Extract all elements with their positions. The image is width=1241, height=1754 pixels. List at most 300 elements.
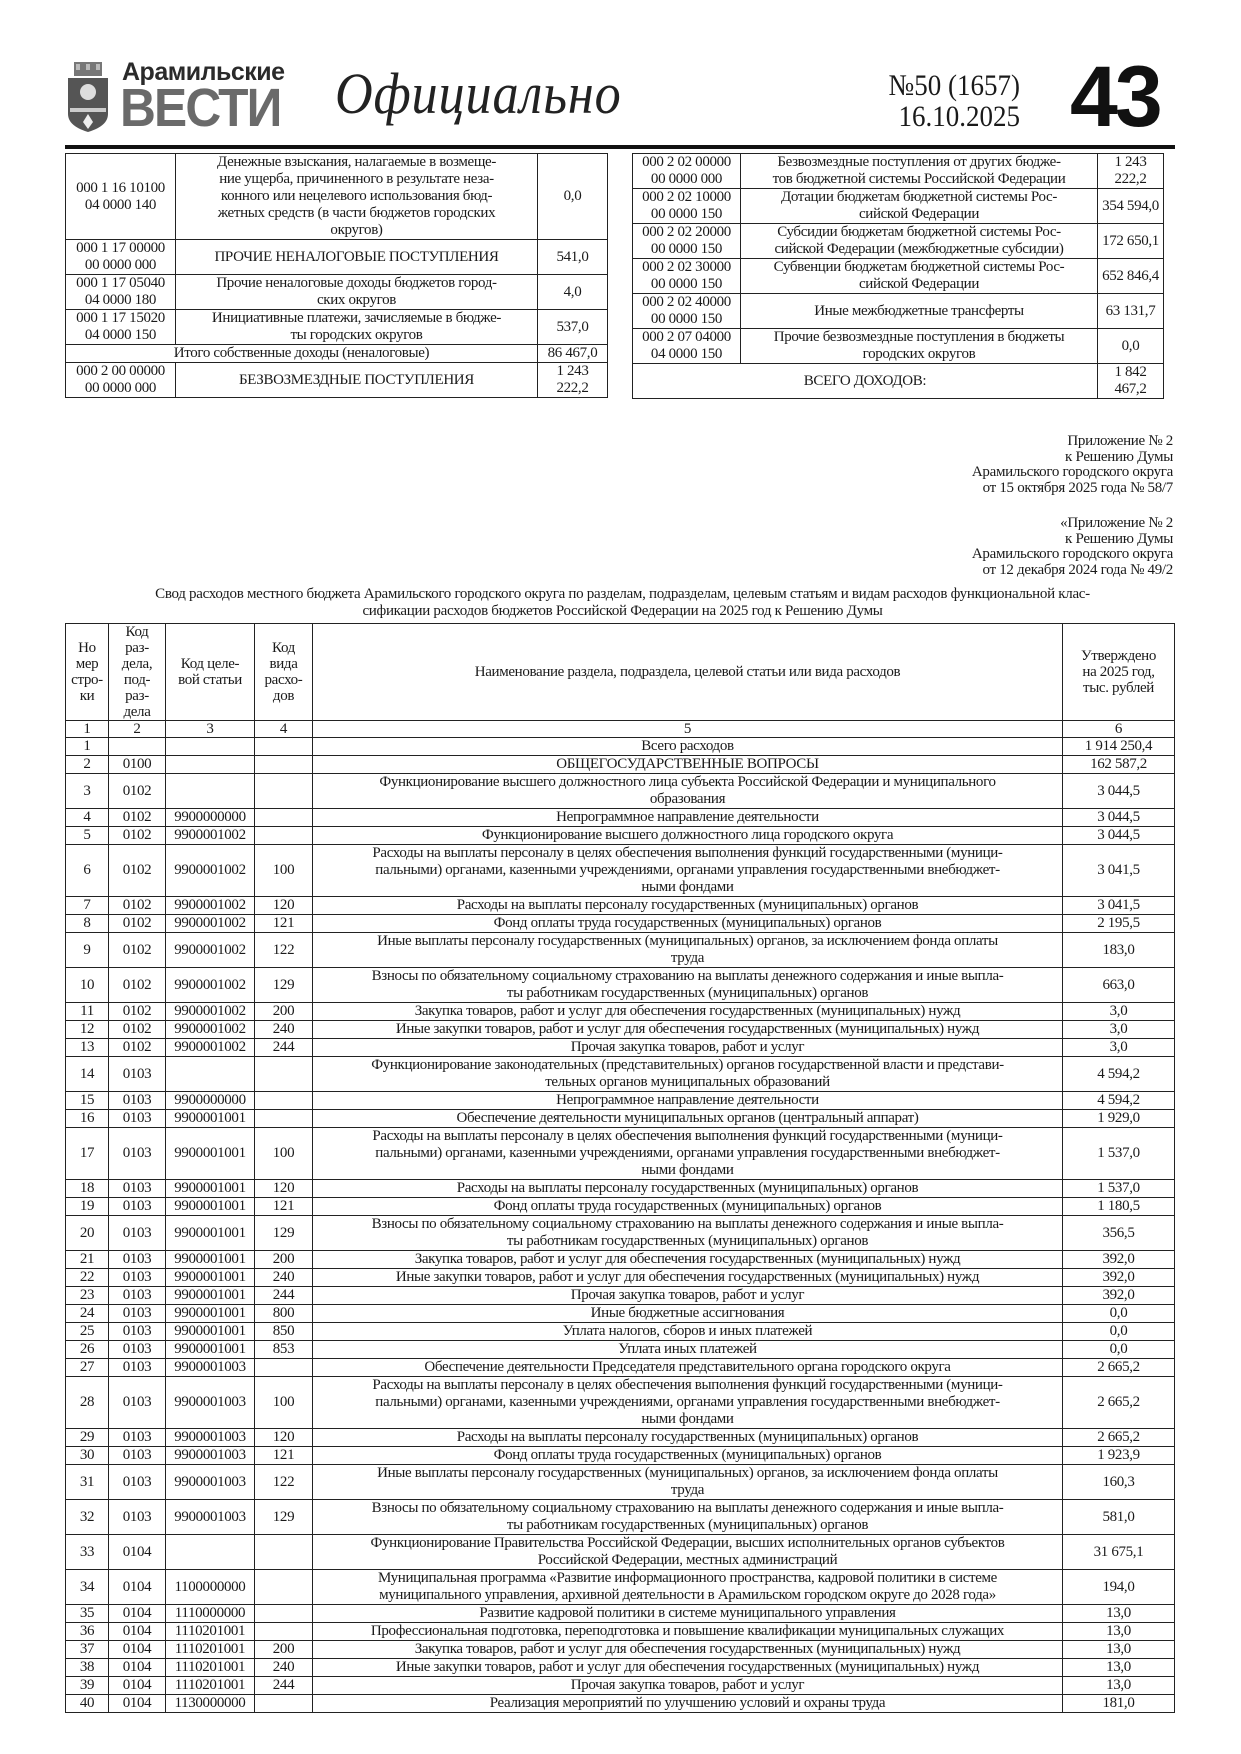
row-number: 26: [66, 1341, 109, 1359]
expense-type-code: [255, 1092, 313, 1110]
issue-number: №50 (1657): [888, 69, 1020, 102]
row-number: 6: [66, 845, 109, 897]
row-number: 33: [66, 1535, 109, 1570]
issue-date: 16.10.2025: [898, 100, 1020, 133]
approved-amount: 1 929,0: [1063, 1110, 1175, 1128]
row-number: 35: [66, 1605, 109, 1623]
income-row: [633, 154, 1164, 189]
expense-type-code: [255, 1535, 313, 1570]
section-code: 0103: [109, 1359, 166, 1377]
header-row: [66, 624, 1175, 721]
appendix-original-reference: «Приложение № 2 к Решению Думы Арамильского городского округа от 12 декабря 2024 года № 49/2: [971, 515, 1173, 578]
expense-type-code: [255, 1110, 313, 1128]
section-code: 0102: [109, 809, 166, 827]
target-code: 1110201001: [166, 1623, 255, 1641]
amount-cell: 541,0: [538, 240, 608, 275]
description: Закупка товаров, работ и услуг для обеспечения государственных (муниципальных) нужд: [313, 1251, 1063, 1269]
description: Обеспечение деятельности Председателя представительного органа городского округа: [313, 1359, 1063, 1377]
table-row: [66, 774, 1175, 809]
row-number: 27: [66, 1359, 109, 1377]
description: Закупка товаров, работ и услуг для обеспечения государственных (муниципальных) нужд: [313, 1003, 1063, 1021]
income-row: [633, 189, 1164, 224]
row-number: 40: [66, 1695, 109, 1713]
section-code: 0102: [109, 897, 166, 915]
approved-amount: 356,5: [1063, 1216, 1175, 1251]
section-code: 0102: [109, 827, 166, 845]
table-row: [66, 756, 1175, 774]
description-cell: Субсидии бюджетам бюджетной системы Рос- сийской Федерации (межбюджетные субсидии): [741, 224, 1098, 259]
expense-type-code: 244: [255, 1287, 313, 1305]
approved-amount: 663,0: [1063, 968, 1175, 1003]
income-row: [633, 329, 1164, 364]
code-cell: 000 2 02 20000 00 0000 150: [633, 224, 741, 259]
row-number: 17: [66, 1128, 109, 1180]
approved-amount: 2 665,2: [1063, 1359, 1175, 1377]
expense-type-code: [255, 827, 313, 845]
expense-type-code: 100: [255, 1128, 313, 1180]
table-row: [66, 968, 1175, 1003]
section-code: 0103: [109, 1110, 166, 1128]
approved-amount: 3 044,5: [1063, 774, 1175, 809]
approved-amount: 183,0: [1063, 933, 1175, 968]
description: Расходы на выплаты персоналу государственных (муниципальных) органов: [313, 897, 1063, 915]
description: Расходы на выплаты персоналу в целях обеспечения выполнения функций государственными (муници- пальными) органами, казенными учреждениями, органами управления государственными внебюджет- ными фондами: [313, 845, 1063, 897]
target-code: 9900001002: [166, 1003, 255, 1021]
table-row: [66, 1039, 1175, 1057]
description: Закупка товаров, работ и услуг для обеспечения государственных (муниципальных) нужд: [313, 1641, 1063, 1659]
description: Уплата иных платежей: [313, 1341, 1063, 1359]
section-code: 0103: [109, 1500, 166, 1535]
column-number: 3: [166, 721, 255, 738]
header-section-code: Код раз- дела, под- раз- дела: [109, 624, 166, 721]
target-code: 1110201001: [166, 1641, 255, 1659]
description: Непрограммное направление деятельности: [313, 809, 1063, 827]
section-code: 0103: [109, 1465, 166, 1500]
approved-amount: 162 587,2: [1063, 756, 1175, 774]
section-code: 0104: [109, 1641, 166, 1659]
section-code: 0103: [109, 1287, 166, 1305]
expense-type-code: [255, 1570, 313, 1605]
table-row: [66, 1128, 1175, 1180]
description: Функционирование высшего должностного лица городского округа: [313, 827, 1063, 845]
approved-amount: 1 923,9: [1063, 1447, 1175, 1465]
amount-cell: 0,0: [538, 154, 608, 240]
section-code: 0103: [109, 1447, 166, 1465]
target-code: [166, 738, 255, 756]
row-number: 8: [66, 915, 109, 933]
target-code: 9900001001: [166, 1287, 255, 1305]
section-code: 0103: [109, 1341, 166, 1359]
approved-amount: 4 594,2: [1063, 1057, 1175, 1092]
approved-amount: 1 180,5: [1063, 1198, 1175, 1216]
expense-type-code: 200: [255, 1251, 313, 1269]
target-code: 9900001003: [166, 1429, 255, 1447]
approved-amount: 31 675,1: [1063, 1535, 1175, 1570]
expenses-table: [65, 623, 1175, 1713]
expense-type-code: [255, 756, 313, 774]
description: Взносы по обязательному социальному страхованию на выплаты денежного содержания и иные выпла- ты работникам государственных (муниципальных) органов: [313, 1500, 1063, 1535]
expense-type-code: 122: [255, 933, 313, 968]
target-code: 1110000000: [166, 1605, 255, 1623]
table-row: [66, 1677, 1175, 1695]
approved-amount: 581,0: [1063, 1500, 1175, 1535]
row-number: 30: [66, 1447, 109, 1465]
table-row: [66, 1216, 1175, 1251]
column-number: 1: [66, 721, 109, 738]
column-number: 4: [255, 721, 313, 738]
description: Расходы на выплаты персоналу государственных (муниципальных) органов: [313, 1180, 1063, 1198]
description-cell: Дотации бюджетам бюджетной системы Рос- сийской Федерации: [741, 189, 1098, 224]
income-row: [66, 240, 608, 275]
column-number: 2: [109, 721, 166, 738]
header-description: Наименование раздела, подраздела, целевой статьи или вида расходов: [313, 624, 1063, 721]
target-code: [166, 774, 255, 809]
target-code: 9900001001: [166, 1180, 255, 1198]
description: Фонд оплаты труда государственных (муниципальных) органов: [313, 1447, 1063, 1465]
income-table-left: [65, 153, 608, 398]
expense-type-code: 240: [255, 1021, 313, 1039]
approved-amount: 3,0: [1063, 1021, 1175, 1039]
description: Уплата налогов, сборов и иных платежей: [313, 1323, 1063, 1341]
table-row: [66, 933, 1175, 968]
section-code: 0103: [109, 1180, 166, 1198]
table-row: [66, 809, 1175, 827]
table-row: [66, 1251, 1175, 1269]
section-code: 0103: [109, 1128, 166, 1180]
expense-type-code: 200: [255, 1003, 313, 1021]
row-number: 7: [66, 897, 109, 915]
income-row: [633, 259, 1164, 294]
description-cell: Прочие неналоговые доходы бюджетов город- ских округов: [176, 275, 538, 310]
target-code: 1130000000: [166, 1695, 255, 1713]
target-code: 9900001001: [166, 1305, 255, 1323]
amount-cell: 537,0: [538, 310, 608, 345]
section-code: 0102: [109, 1003, 166, 1021]
income-row: [633, 294, 1164, 329]
description-cell: Субвенции бюджетам бюджетной системы Рос- сийской Федерации: [741, 259, 1098, 294]
expense-type-code: [255, 1695, 313, 1713]
section-code: 0104: [109, 1623, 166, 1641]
approved-amount: 392,0: [1063, 1287, 1175, 1305]
expense-type-code: [255, 738, 313, 756]
logo-top-text: Арамильские: [122, 58, 285, 86]
approved-amount: 3 041,5: [1063, 845, 1175, 897]
code-cell: 000 2 02 30000 00 0000 150: [633, 259, 741, 294]
table-row: [66, 1305, 1175, 1323]
approved-amount: 194,0: [1063, 1570, 1175, 1605]
table-row: [66, 1377, 1175, 1429]
section-code: 0104: [109, 1605, 166, 1623]
row-number: 19: [66, 1198, 109, 1216]
expense-type-code: [255, 809, 313, 827]
approved-amount: 3 044,5: [1063, 809, 1175, 827]
description: Взносы по обязательному социальному страхованию на выплаты денежного содержания и иные выпла- ты работникам государственных (муниципальных) органов: [313, 1216, 1063, 1251]
approved-amount: 1 914 250,4: [1063, 738, 1175, 756]
header-row-number: Но мер стро- ки: [66, 624, 109, 721]
description: Функционирование высшего должностного лица субъекта Российской Федерации и муниципального образования: [313, 774, 1063, 809]
table-row: [66, 1623, 1175, 1641]
row-number: 14: [66, 1057, 109, 1092]
target-code: 9900001001: [166, 1341, 255, 1359]
expense-type-code: 850: [255, 1323, 313, 1341]
description: Обеспечение деятельности муниципальных органов (центральный аппарат): [313, 1110, 1063, 1128]
description-cell: ПРОЧИЕ НЕНАЛОГОВЫЕ ПОСТУПЛЕНИЯ: [176, 240, 538, 275]
page-number: 43: [1070, 49, 1160, 145]
target-code: 9900001001: [166, 1216, 255, 1251]
description: Реализация мероприятий по улучшению условий и охраны труда: [313, 1695, 1063, 1713]
target-code: 9900001001: [166, 1269, 255, 1287]
logo-main-text: ВЕСТИ: [120, 78, 281, 138]
description: Функционирование законодательных (представительных) органов государственной власти и представи- тельных органов муниципальных образований: [313, 1057, 1063, 1092]
table-row: [66, 1500, 1175, 1535]
newspaper-logo: [66, 58, 291, 136]
code-cell: 000 1 17 00000 00 0000 000: [66, 240, 176, 275]
target-code: 9900000000: [166, 809, 255, 827]
table-row: [66, 1605, 1175, 1623]
table-row: [66, 1659, 1175, 1677]
expense-type-code: 121: [255, 915, 313, 933]
amount-cell: 63 131,7: [1098, 294, 1164, 329]
expense-type-code: 244: [255, 1677, 313, 1695]
approved-amount: 392,0: [1063, 1269, 1175, 1287]
row-number: 20: [66, 1216, 109, 1251]
income-row: [633, 364, 1164, 399]
approved-amount: 3,0: [1063, 1039, 1175, 1057]
table-row: [66, 1057, 1175, 1092]
target-code: 1100000000: [166, 1570, 255, 1605]
table-row: [66, 1110, 1175, 1128]
amount-cell: 652 846,4: [1098, 259, 1164, 294]
section-code: 0104: [109, 1535, 166, 1570]
total-label: ВСЕГО ДОХОДОВ:: [633, 364, 1098, 399]
table-row: [66, 1323, 1175, 1341]
target-code: 9900001001: [166, 1251, 255, 1269]
header-approved-amount: Утверждено на 2025 год, тыс. рублей: [1063, 624, 1175, 721]
section-code: 0102: [109, 968, 166, 1003]
expense-type-code: 100: [255, 1377, 313, 1429]
section-title: Официально: [335, 61, 622, 126]
description: Расходы на выплаты персоналу в целях обеспечения выполнения функций государственными (муници- пальными) органами, казенными учреждениями, органами управления государственными внебюджет- ными фондами: [313, 1377, 1063, 1429]
issue-info: [885, 70, 1020, 132]
income-row: [66, 363, 608, 398]
income-row: [66, 154, 608, 240]
table-row: [66, 1695, 1175, 1713]
section-code: 0102: [109, 1021, 166, 1039]
row-number: 34: [66, 1570, 109, 1605]
target-code: 9900001002: [166, 897, 255, 915]
target-code: 9900001003: [166, 1447, 255, 1465]
code-cell: 000 2 07 04000 04 0000 150: [633, 329, 741, 364]
description: Прочая закупка товаров, работ и услуг: [313, 1039, 1063, 1057]
amount-cell: 354 594,0: [1098, 189, 1164, 224]
target-code: 9900001003: [166, 1465, 255, 1500]
table-row: [66, 1003, 1175, 1021]
approved-amount: 2 665,2: [1063, 1429, 1175, 1447]
description: Всего расходов: [313, 738, 1063, 756]
target-code: 9900000000: [166, 1092, 255, 1110]
approved-amount: 0,0: [1063, 1323, 1175, 1341]
row-number: 22: [66, 1269, 109, 1287]
total-label: Итого собственные доходы (неналоговые): [66, 345, 538, 363]
approved-amount: 3 041,5: [1063, 897, 1175, 915]
expense-type-code: [255, 1359, 313, 1377]
income-row: [633, 224, 1164, 259]
table-row: [66, 1341, 1175, 1359]
header-divider: [65, 145, 1175, 149]
row-number: 32: [66, 1500, 109, 1535]
column-number-row: [66, 721, 1175, 738]
amount-cell: 1 243 222,2: [538, 363, 608, 398]
row-number: 1: [66, 738, 109, 756]
approved-amount: 2 665,2: [1063, 1377, 1175, 1429]
expense-type-code: 120: [255, 897, 313, 915]
row-number: 38: [66, 1659, 109, 1677]
expense-type-code: [255, 774, 313, 809]
appendix-reference: Приложение № 2 к Решению Думы Арамильского городского округа от 15 октября 2025 года № 58/7: [971, 433, 1173, 496]
target-code: 1110201001: [166, 1677, 255, 1695]
expense-type-code: 853: [255, 1341, 313, 1359]
row-number: 23: [66, 1287, 109, 1305]
description: Непрограммное направление деятельности: [313, 1092, 1063, 1110]
section-code: 0103: [109, 1269, 166, 1287]
section-code: 0104: [109, 1659, 166, 1677]
approved-amount: 13,0: [1063, 1677, 1175, 1695]
table-row: [66, 1021, 1175, 1039]
description-cell: Иные межбюджетные трансферты: [741, 294, 1098, 329]
approved-amount: 3 044,5: [1063, 827, 1175, 845]
code-cell: 000 1 17 15020 04 0000 150: [66, 310, 176, 345]
section-code: 0102: [109, 915, 166, 933]
description: Иные выплаты персоналу государственных (муниципальных) органов, за исключением фонда оплаты труда: [313, 933, 1063, 968]
table-row: [66, 1092, 1175, 1110]
expense-type-code: [255, 1623, 313, 1641]
description-cell: Прочие безвозмездные поступления в бюджеты городских округов: [741, 329, 1098, 364]
approved-amount: 13,0: [1063, 1641, 1175, 1659]
approved-amount: 4 594,2: [1063, 1092, 1175, 1110]
amount-cell: 172 650,1: [1098, 224, 1164, 259]
table-row: [66, 738, 1175, 756]
row-number: 15: [66, 1092, 109, 1110]
section-code: 0104: [109, 1570, 166, 1605]
description: Прочая закупка товаров, работ и услуг: [313, 1677, 1063, 1695]
code-cell: 000 1 16 10100 04 0000 140: [66, 154, 176, 240]
target-code: 9900001002: [166, 1039, 255, 1057]
section-code: 0103: [109, 1216, 166, 1251]
row-number: 39: [66, 1677, 109, 1695]
section-code: 0103: [109, 1251, 166, 1269]
description-cell: БЕЗВОЗМЕЗДНЫЕ ПОСТУПЛЕНИЯ: [176, 363, 538, 398]
row-number: 4: [66, 809, 109, 827]
expense-type-code: 200: [255, 1641, 313, 1659]
row-number: 11: [66, 1003, 109, 1021]
description-cell: Безвозмездные поступления от других бюдже- тов бюджетной системы Российской Федерации: [741, 154, 1098, 189]
row-number: 5: [66, 827, 109, 845]
row-number: 13: [66, 1039, 109, 1057]
section-code: 0103: [109, 1092, 166, 1110]
row-number: 16: [66, 1110, 109, 1128]
section-code: 0100: [109, 756, 166, 774]
expense-type-code: 122: [255, 1465, 313, 1500]
description: Развитие кадровой политики в системе муниципального управления: [313, 1605, 1063, 1623]
table-row: [66, 1269, 1175, 1287]
description: ОБЩЕГОСУДАРСТВЕННЫЕ ВОПРОСЫ: [313, 756, 1063, 774]
table-row: [66, 1359, 1175, 1377]
target-code: 9900001002: [166, 915, 255, 933]
approved-amount: 0,0: [1063, 1305, 1175, 1323]
target-code: 9900001002: [166, 827, 255, 845]
row-number: 12: [66, 1021, 109, 1039]
code-cell: 000 1 17 05040 04 0000 180: [66, 275, 176, 310]
section-code: 0103: [109, 1323, 166, 1341]
amount-cell: 1 842 467,2: [1098, 364, 1164, 399]
target-code: [166, 1535, 255, 1570]
expense-type-code: 240: [255, 1659, 313, 1677]
target-code: [166, 756, 255, 774]
code-cell: 000 2 00 00000 00 0000 000: [66, 363, 176, 398]
expense-type-code: 240: [255, 1269, 313, 1287]
approved-amount: 1 537,0: [1063, 1180, 1175, 1198]
expense-type-code: 129: [255, 1500, 313, 1535]
approved-amount: 13,0: [1063, 1659, 1175, 1677]
target-code: [166, 1057, 255, 1092]
income-row: [66, 345, 608, 363]
table-row: [66, 1641, 1175, 1659]
expense-type-code: 121: [255, 1447, 313, 1465]
amount-cell: 1 243 222,2: [1098, 154, 1164, 189]
description: Иные закупки товаров, работ и услуг для обеспечения государственных (муниципальных) нужд: [313, 1659, 1063, 1677]
description: Прочая закупка товаров, работ и услуг: [313, 1287, 1063, 1305]
description-cell: Инициативные платежи, зачисляемые в бюдже- ты городских округов: [176, 310, 538, 345]
row-number: 21: [66, 1251, 109, 1269]
description: Взносы по обязательному социальному страхованию на выплаты денежного содержания и иные выпла- ты работникам государственных (муниципальных) органов: [313, 968, 1063, 1003]
table-row: [66, 827, 1175, 845]
target-code: 9900001001: [166, 1110, 255, 1128]
target-code: 9900001002: [166, 845, 255, 897]
description: Иные закупки товаров, работ и услуг для обеспечения государственных (муниципальных) нужд: [313, 1269, 1063, 1287]
row-number: 3: [66, 774, 109, 809]
target-code: 9900001003: [166, 1500, 255, 1535]
description: Расходы на выплаты персоналу в целях обеспечения выполнения функций государственными (муници- пальными) органами, казенными учреждениями, органами управления государственными внебюджет- ными фондами: [313, 1128, 1063, 1180]
target-code: 9900001002: [166, 933, 255, 968]
header-expense-type-code: Код вида расхо- дов: [255, 624, 313, 721]
expense-type-code: 120: [255, 1429, 313, 1447]
description-cell: Денежные взыскания, налагаемые в возмеще- ние ущерба, причиненного в результате неза- конного или нецелевого использования бюд- жетных средств (в части бюджетов городских округов): [176, 154, 538, 240]
description: Функционирование Правительства Российской Федерации, высших исполнительных органов субъектов Российской Федерации, местных администраций: [313, 1535, 1063, 1570]
table-row: [66, 1465, 1175, 1500]
row-number: 31: [66, 1465, 109, 1500]
amount-cell: 4,0: [538, 275, 608, 310]
income-table-right: [632, 153, 1164, 399]
section-code: 0103: [109, 1305, 166, 1323]
income-row: [66, 310, 608, 345]
target-code: 9900001001: [166, 1198, 255, 1216]
amount-cell: 0,0: [1098, 329, 1164, 364]
column-number: 5: [313, 721, 1063, 738]
section-code: 0102: [109, 933, 166, 968]
expense-type-code: 120: [255, 1180, 313, 1198]
section-code: 0102: [109, 1039, 166, 1057]
header-target-code: Код целе- вой статьи: [166, 624, 255, 721]
approved-amount: 0,0: [1063, 1341, 1175, 1359]
table-row: [66, 1180, 1175, 1198]
document-title: Свод расходов местного бюджета Арамильского городского округа по разделам, подразделам, целевым статьям и видам расходов функциональной клас- сификации расходов бюджетов Российской Федерации на 2025 год к Решению Думы: [155, 586, 1090, 619]
section-code: [109, 738, 166, 756]
target-code: 9900001002: [166, 1021, 255, 1039]
row-number: 18: [66, 1180, 109, 1198]
expense-type-code: 100: [255, 845, 313, 897]
description: Фонд оплаты труда государственных (муниципальных) органов: [313, 915, 1063, 933]
approved-amount: 13,0: [1063, 1623, 1175, 1641]
